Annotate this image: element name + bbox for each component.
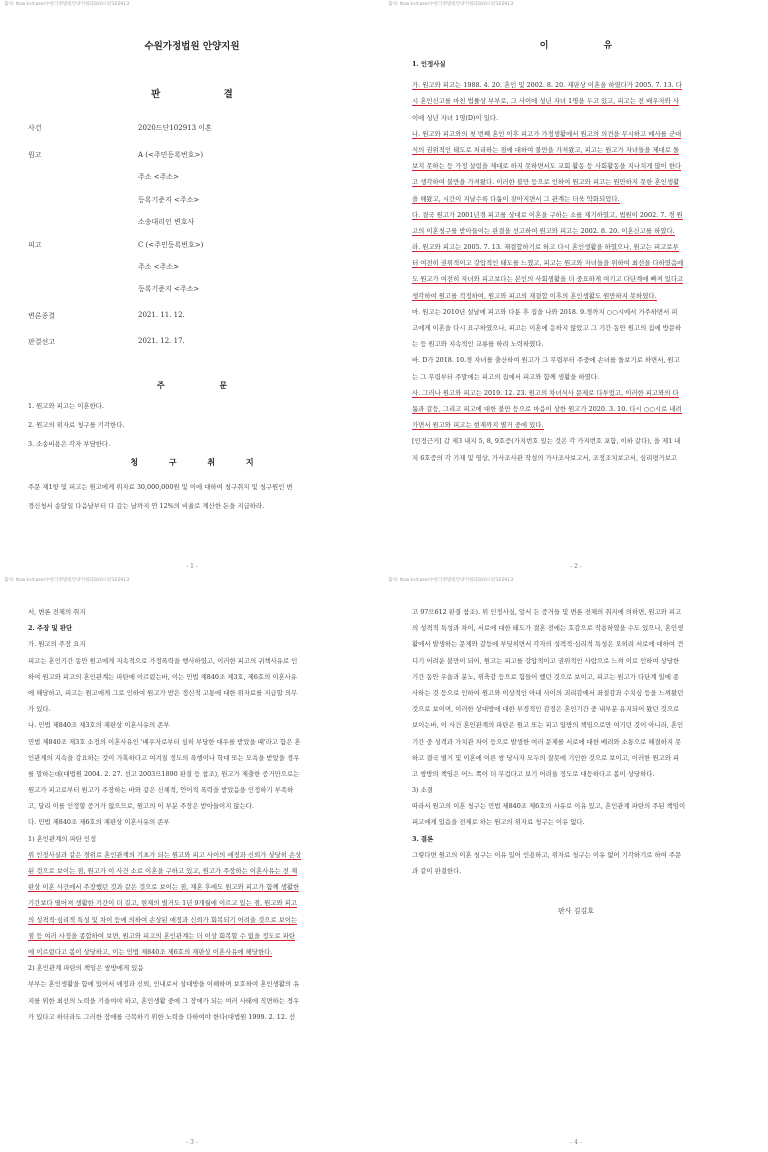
text-line: 서, 변론 전체의 취지: [28, 608, 86, 616]
text-line: 다. 민법 제840조 제6호의 재판상 이혼사유의 존부: [28, 818, 170, 827]
text-line: 1) 혼인관계의 파탄 인정: [28, 834, 97, 843]
page-header: 출처: lbox.kr/case/수원가정법원안양지원/2020드단102913: [388, 2, 514, 7]
text-line: 가 있다고 하더라도 그러한 장애를 극복하기 위한 노력을 다하여야 한다(대법원 1999. 2. 12. 선: [28, 1012, 296, 1021]
text-line: 도 원고가 여전히 자녀와 피고보다는 본인의 사회생활을 더 중요하게 여기고 다단계에 빠져 있다고: [412, 275, 684, 284]
text-line: 마. 원고는 2010년 설날에 피고와 다툰 후 집을 나와 2018. 9.경까지 ○○시에서 거주하면서 피: [412, 307, 678, 316]
page-number: - 3 -: [186, 1139, 198, 1146]
text-line: 나. 원고와 피고와의 첫 번째 혼인 이후 피고가 가정생활에서 원고의 의견을 무시하고 매사를 군대: [412, 129, 682, 138]
page-number: - 2 -: [570, 563, 582, 570]
text-line: 가. 원고의 주장 요지: [28, 640, 86, 649]
text-line: 주문 제1항 및 피고는 원고에게 위자료 30,000,000원 및 이에 대하여 청구취지 및 청구원인 변: [28, 483, 293, 491]
text-line: 를 말하는데(대법원 2004. 2. 27. 선고 2003므1890 판결 등 참조), 원고가 제출한 증거만으로는: [28, 769, 300, 778]
document-title: 판 결: [151, 89, 263, 100]
text-line: 바. D가 2018. 10.경 자녀를 출산하여 원고가 그 무렵부터 주중에 손녀를 돌보기로 하면서, 원고: [412, 356, 680, 365]
text-line: 3) 소결: [412, 786, 433, 795]
page-4-body: [412, 604, 744, 879]
text-line: 2. 주장 및 판단: [28, 624, 73, 633]
text-line: 그렇다면 원고의 이혼 청구는 이유 있어 인용하고, 위자료 청구는 이유 없어 기각하기로 하여 주문: [412, 850, 682, 859]
text-line: 지를 위한 최선의 노력을 기울여야 하고, 혼인생활 중에 그 장애가 되는 여러 사태에 직면하는 경우: [28, 996, 300, 1005]
text-line: [인정근거] 갑 제3 내지 5, 8, 9호증(가지번호 있는 것은 각 가지번호 포함, 이하 같다), 을 제1 내: [412, 437, 681, 446]
field-key: 피고: [28, 241, 42, 249]
text-line: 고 쌍방의 책임은 어느 쪽이 더 무겁다고 보기 어려울 정도로 대등하다고 봄이 상당하다.: [412, 769, 655, 778]
text-line: 점 등 여러 사정을 종합하여 보면, 원고와 피고의 혼인관계는 더 이상 회복할 수 없을 정도로 파탄: [28, 931, 296, 940]
field-value: 소송대리인 변호사: [138, 218, 195, 226]
court-name: 수원가정법원 안양지원: [144, 41, 240, 52]
text-line: 을 해왔고, 시간이 지날수록 다툼이 잦아지면서 그 관계는 더욱 악화되었다.: [412, 194, 620, 203]
text-line: 기간 중 성격과 가치관 차이 등으로 발생한 여러 문제를 서로에 대한 배려와 소통으로 해결하지 못: [412, 737, 682, 746]
text-line: 민법 제840조 제3호 소정의 이혼사유인 '배우자로부터 심히 부당한 대우를 받았을 때'라고 함은 혼: [28, 737, 301, 746]
text-line: 것으로 보이며, 이러한 상대방에 대한 부정적인 감정은 혼인기간 중 내부분 유지되어 왔던 것으로: [412, 705, 680, 714]
text-line: 고 생각하여 불만을 가져왔다. 이러한 불만 등으로 인하여 원고와 피고는 원만하지 못한 혼인생활: [412, 178, 680, 187]
text-line: 터 여전히 권위적이고 강압적인 태도를 느꼈고, 피고는 원고와 자녀들을 위하여 최선을 다하였음에: [412, 259, 684, 268]
text-line: 하고 결국 별거 및 이혼에 이른 쌍 당사자 모두의 잘못에 기인한 것으로 보이고, 이러한 원고와 피: [412, 753, 680, 762]
text-line: 판상 이혼 사건에서 주장했던 것과 같은 것으로 보이는 점, 재혼 후에도 원고와 피고가 함께 생활한: [28, 883, 300, 892]
reasons-heading: 이 유: [539, 41, 639, 51]
field-value: 등록기준지 <주소>: [138, 196, 200, 204]
text-line: 는 그 무렵부터 주말에는 피고의 집에서 피고와 함께 생활을 하였다.: [412, 372, 599, 381]
text-line: 가면서 원고와 피고는 현재까지 별거 중에 있다.: [412, 421, 544, 430]
text-line: 원고가 피고로부터 원고가 주장하는 바와 같은 신체적, 언어적 폭력을 받았음을 인정하기 부족하: [28, 786, 294, 795]
field-value: 2020드단102913 이혼: [138, 124, 212, 132]
page-3: [0, 576, 384, 1152]
text-line: 고의 이혼청구를 받아들이는 판결을 선고하여 원고와 피고는 2002. 8. 20. 이혼신고를 하였다.: [412, 226, 675, 235]
text-line: 의 성격적 특성과 차이, 서로에 대한 태도가 결혼 전에는 호감으로 작용하였을 수도 있으나, 혼인생: [412, 624, 684, 633]
text-line: 시 혼인신고를 마친 법률상 부부로, 그 사이에 성년 자녀 1명을 두고 있고, 피고는 전 배우자와 사: [412, 97, 680, 106]
text-line: 인관계의 지속을 강요하는 것이 가혹하다고 여겨질 정도의 폭행이나 학대 또는 모욕을 받았을 경우: [28, 753, 300, 762]
text-line: 과 같이 판결한다.: [412, 867, 462, 875]
text-line: 3. 결론: [412, 834, 434, 843]
page-2-body: [412, 56, 744, 466]
claim-heading: 청 구 취 지: [130, 457, 268, 467]
text-line: 경신청서 송달일 다음날부터 다 갚는 날까지 연 12%의 비율로 계산한 돈을 지급하라.: [28, 502, 265, 511]
page-header: 출처: lbox.kr/case/수원가정법원안양지원/2020드단102913: [4, 578, 130, 583]
judge-signature: 판사 김김호: [557, 907, 595, 915]
text-line: 보지 못하는 등 가정 살림을 제대로 하지 못하면서도 교회 활동 등 사회활동을 지나치게 많이 한다: [412, 162, 682, 171]
text-line: 피고는 혼인기간 동안 원고에게 지속적으로 가정폭력을 행사하였고, 이러한 피고의 귀책사유로 인: [28, 656, 298, 665]
text-line: 고, 달리 이를 인정할 증거가 없으므로, 원고의 이 부분 주장은 받아들이지 않는다.: [28, 802, 254, 811]
text-line: 지 6호증의 각 기재 및 영상, 가사조사관 작성의 가사조사보고서, 조정조치보고서, 심리평가보고: [412, 453, 678, 462]
field-value: 주소 <주소>: [138, 263, 180, 271]
page-1: [0, 0, 384, 576]
jumun-heading: 주 문: [156, 380, 254, 390]
text-line: 가 있다.: [28, 705, 51, 714]
text-line: 2) 혼인관계 파탄의 책임은 쌍방에게 있음: [28, 964, 144, 973]
text-line: 따라서 원고의 이혼 청구는 민법 제840조 제6호의 사유로 이유 있고, 혼인관계 파탄의 주된 책임이: [412, 802, 686, 811]
field-value: 2021. 11. 12.: [138, 311, 185, 319]
field-value: C (<주민등록번호>): [138, 241, 204, 249]
text-line: 사. 그러나 원고와 피고는 2019. 12. 23. 원고의 차녀식사 문제로 다투었고, 이러한 피고와의 다: [412, 388, 679, 397]
text-line: 디기 어려운 불만이 되어, 원고는 피고를 강압적이고 권위적인 사람으로 느껴 이로 인하여 상당한: [412, 656, 680, 665]
text-line: 식의 권위적인 태도로 처리하는 점에 대하여 불만을 가져왔고, 피고는 원고가 자녀들을 제대로 돌: [412, 145, 680, 154]
jumun-body: [28, 398, 360, 453]
text-line: 활에서 발생하는 문제와 갈등에 부딪히면서 각자의 성격적·심리적 특성은 오히려 서로에 대하여 견: [412, 640, 684, 649]
text-line: 의 성격적·심리적 특성 및 차이 등에 의하여 손상된 애정과 신뢰가 회복되기 어려울 것으로 보이는: [28, 915, 298, 924]
page-2: [384, 0, 768, 576]
text-line: 기간보다 떨어져 생활한 기간이 더 길고, 현재의 별거도 1년 9개월에 이르고 있는 점, 원고와 피고: [28, 899, 298, 908]
text-line: 고에게 이혼을 다시 요구하였으나, 피고는 이혼에 응하지 않았고 그 기간 동안 원고의 집에 방문하: [412, 324, 682, 332]
text-line: 된 것으로 보이는 점, 원고가 이 사건 소로 이혼을 구하고 있고, 원고가 주장하는 이혼사유는 전 재: [28, 867, 298, 875]
field-value: A (<주민등록번호>): [138, 151, 204, 159]
text-line: 사하는 것 등으로 인하여 원고와 이상적인 아내 사이의 괴리감에서 좌절감과 수치심 등을 느껴왔던: [412, 688, 684, 697]
text-line: 에 이르렀다고 봄이 상당하고, 이는 민법 제840조 제6호의 재판상 이혼사유에 해당한다.: [28, 947, 273, 956]
text-line: 부부는 혼인생활을 함에 있어서 애정과 신뢰, 인내로서 상대방을 이해하며 보호하여 혼인생활의 유: [28, 980, 300, 989]
text-line: 는 등 원고와 지속적인 교류를 하려 노력하였다.: [412, 340, 544, 349]
page-3-body: [28, 604, 360, 1025]
text-line: 1. 인정사실: [412, 60, 446, 68]
text-line: 다. 결국 원고가 2001년경 피고를 상대로 이혼을 구하는 소를 제기하였고, 법원이 2002. 7. 경 원: [412, 210, 683, 219]
page-number: - 4 -: [570, 1139, 582, 1146]
field-key: 사건: [28, 124, 42, 132]
text-line: 위 인정사실과 같은 경위로 혼인관계의 기초가 되는 원고와 피고 사이의 애정과 신뢰가 상당히 손상: [28, 850, 302, 859]
page-header: 출처: lbox.kr/case/수원가정법원안양지원/2020드단102913: [4, 2, 130, 7]
field-value: 주소 <주소>: [138, 173, 180, 181]
text-line: 라. 원고와 피고는 2005. 7. 13. 재결합하기로 하고 다시 혼인생활을 하였으나, 원고는 피고로부: [412, 243, 679, 252]
field-key: 변론종결: [28, 312, 56, 320]
page-header: 출처: lbox.kr/case/수원가정법원안양지원/2020드단102913: [388, 578, 514, 583]
text-line: 나. 민법 제840조 제3호의 재판상 이혼사유의 존부: [28, 721, 170, 730]
field-value: 등록기준지 <주소>: [138, 285, 200, 293]
text-line: 2. 원고의 위자료 청구를 기각한다.: [28, 421, 125, 430]
text-line: 이에 성년 자녀 1명(D)이 있다.: [412, 113, 499, 122]
text-line: 기간 동안 우울과 분노, 위축감 등으로 힘들어 했던 것으로 보이고, 피고는 원고가 다단계 일에 종: [412, 672, 680, 681]
text-line: 보이는바, 이 사건 혼인관계의 파탄은 원고 또는 피고 일방의 책임으로만 여기던 것이 아니라, 혼인: [412, 721, 684, 730]
text-line: 고 97므612 판결 참조). 위 인정사실, 앞서 든 증거들 및 변론 전체의 취지에 의하면, 원고와 피고: [412, 608, 682, 616]
text-line: 가. 원고와 피고는 1988. 4. 20. 혼인 및 2002. 8. 20. 재판상 이혼을 하였다가 2005. 7. 13. 다: [412, 81, 682, 90]
text-line: 생각하여 원고를 걱정하여, 원고와 피고의 재결합 이후의 혼인생활도 원만하지 못하였다.: [412, 291, 657, 300]
page-4: [384, 576, 768, 1152]
text-line: 피고에게 있음을 전제로 하는 원고의 위자료 청구는 이유 없다.: [412, 818, 585, 827]
text-line: 3. 소송비용은 각자 부담한다.: [28, 440, 111, 449]
claim-body: [28, 479, 360, 514]
page-number: - 1 -: [186, 563, 198, 570]
field-value: 2021. 12. 17.: [138, 337, 185, 345]
text-line: 1. 원고와 피고는 이혼한다.: [28, 402, 104, 410]
text-line: 에 해당하고, 피고는 원고에게 그로 인하여 원고가 받은 정신적 고통에 대한 위자료를 지급할 의무: [28, 688, 298, 697]
field-key: 판결선고: [28, 338, 56, 346]
field-key: 원고: [28, 151, 42, 159]
text-line: 하여 원고와 피고의 혼인관계는 파탄에 이르렀는바, 이는 민법 제840조 제3호, 제6호의 이혼사유: [28, 672, 297, 681]
text-line: 툼과 갈등, 그리고 피고에 대한 불만 등으로 마음이 상한 원고가 2020. 3. 10. 다시 ○○시로 내려: [412, 404, 682, 413]
